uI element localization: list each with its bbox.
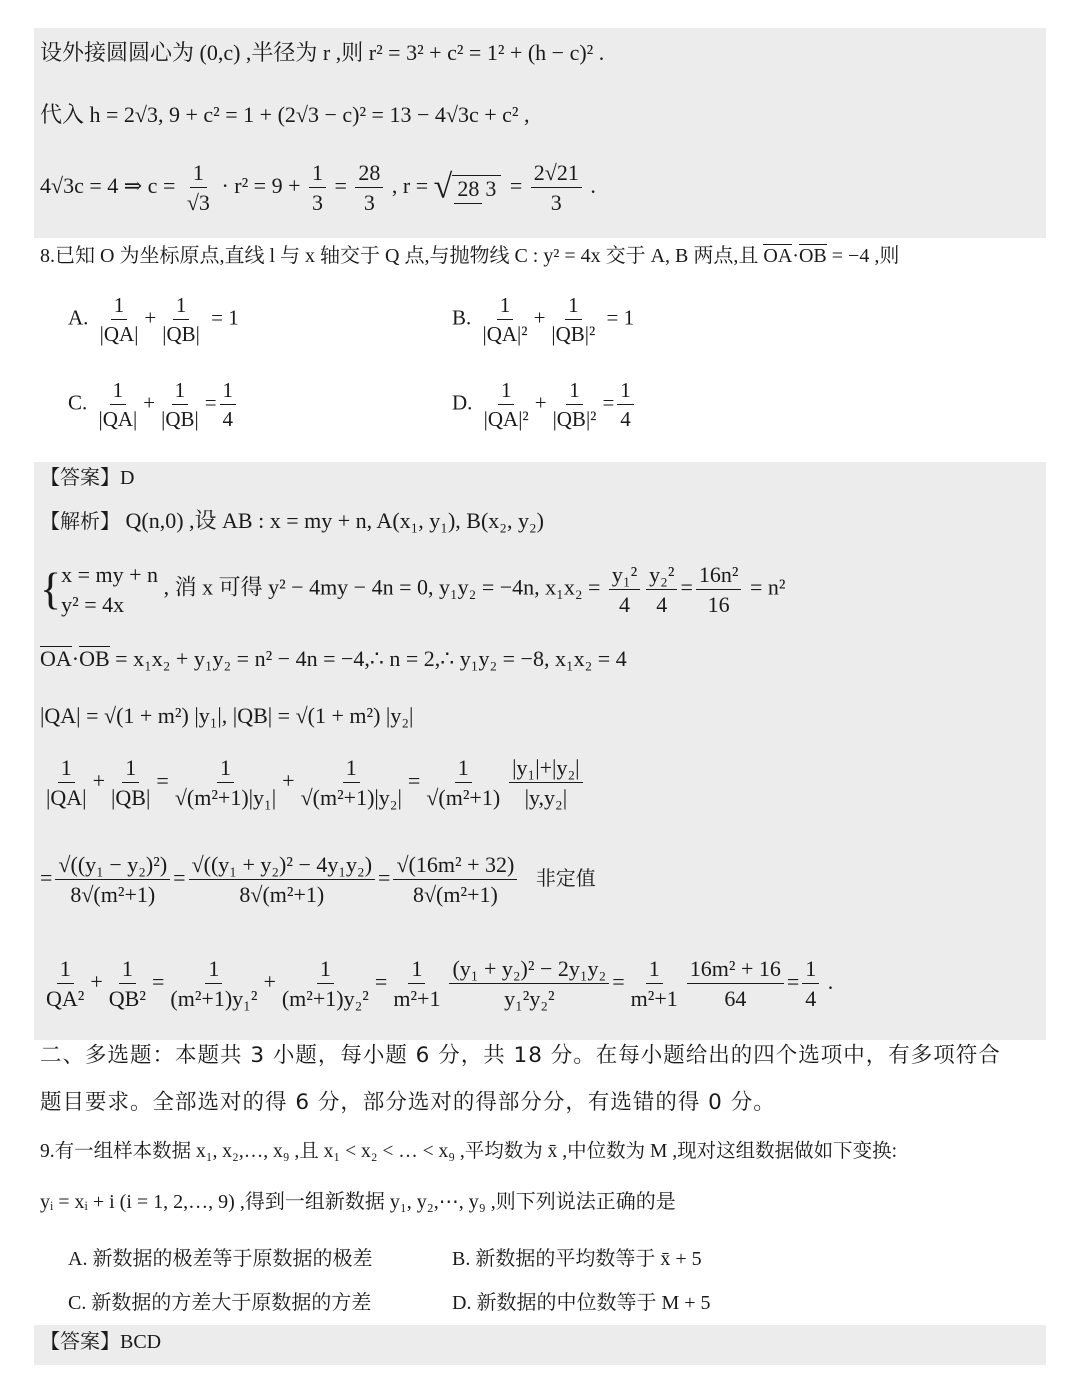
frac-den: |QB|	[111, 785, 151, 811]
equals: =	[156, 767, 169, 793]
plus: +	[282, 767, 295, 793]
frac-num: 1	[646, 956, 663, 984]
frac-den: |QA|²	[482, 322, 528, 347]
fraction	[609, 562, 640, 618]
frac-num: 16n²	[696, 562, 742, 590]
q8-analysis-2	[40, 560, 1050, 619]
frac-den: |QB|²	[551, 322, 596, 347]
equals: =	[40, 864, 53, 890]
system-line: y² = 4x	[61, 591, 125, 617]
top-solution-line3	[40, 160, 1050, 216]
option-label: A.	[68, 305, 89, 330]
q8-analysis-5	[40, 755, 1050, 811]
frac-den: 4	[619, 592, 631, 618]
frac-den: QB²	[108, 986, 146, 1012]
frac-den: 3	[485, 175, 497, 201]
frac-den: 64	[724, 986, 747, 1012]
analysis-label: 【解析】	[40, 511, 120, 533]
frac-den: QA²	[46, 986, 85, 1012]
fraction	[309, 160, 326, 216]
section2-line2: 题目要求。全部选对的得 6 分，部分选对的得部分分，有选错的得 0 分。	[40, 1090, 776, 1115]
line3-prefix: 4√3c = 4 ⇒ c =	[40, 172, 176, 198]
equals: =	[680, 574, 693, 600]
frac-num: (y₁ + y₂)² − 2y₁y₂	[449, 956, 609, 984]
system-line: x = my + n	[61, 562, 159, 587]
frac-den: |QB|	[162, 322, 200, 347]
q9-option-c: C. 新数据的方差大于原数据的方差	[68, 1292, 372, 1314]
frac-den: 16	[707, 592, 730, 618]
fraction	[531, 160, 582, 216]
fraction	[390, 956, 443, 1012]
q9-option-b: B. 新数据的平均数等于 x̄ + 5	[452, 1248, 702, 1270]
frac-den: |QA|	[46, 785, 87, 811]
frac-num: |y₁|+|y₂|	[509, 755, 582, 783]
q8-analysis-3	[40, 646, 1050, 672]
fraction	[355, 160, 383, 216]
fraction	[802, 956, 819, 1012]
q8-stem-text: 8.已知 O 为坐标原点,直线 l 与 x 轴交于 Q 点,与抛物线 C : y² = 4x 交于 A, B 两点,且	[40, 245, 764, 267]
q8-analysis-1	[40, 508, 1050, 534]
fraction	[548, 293, 598, 346]
frac-num: y₂²	[646, 562, 677, 590]
q8-answer: 【答案】D	[40, 467, 135, 489]
fraction	[158, 378, 202, 431]
frac-num: 1	[205, 956, 222, 984]
vector-ob: OB	[79, 646, 110, 671]
top-solution-line2: 代入 h = 2√3, 9 + c² = 1 + (2√3 − c)² = 13 − 4√3c + c² ,	[40, 102, 530, 127]
frac-num: 1	[455, 755, 472, 783]
frac-den: 3	[550, 190, 562, 216]
left-brace: {	[40, 564, 62, 614]
analysis-text: = x₁x₂ + y₁y₂ = n² − 4n = −4,∴ n = 2,∴ y₁y₂ = −8, x₁x₂ = 4	[115, 646, 627, 671]
r-eq: , r =	[391, 172, 429, 198]
equals: =	[204, 390, 217, 415]
equals: =	[612, 968, 625, 994]
frac-den: √(m²+1)|y₂|	[300, 785, 402, 811]
frac-den: √3	[186, 190, 210, 216]
frac-num: √((y₁ − y₂)²)	[55, 852, 170, 880]
frac-den: 8√(m²+1)	[412, 882, 498, 908]
equals: =	[374, 968, 388, 994]
fraction	[184, 160, 213, 216]
frac-num: 1	[566, 378, 583, 405]
period: .	[590, 172, 596, 198]
equals: =	[786, 968, 800, 994]
q9-stem-1: 9.有一组样本数据 x₁, x₂,…, x₉ ,且 x₁ < x₂ < … < x₉ ,平均数为 x̄ ,中位数为 M ,现对这组数据做如下变换:	[40, 1141, 898, 1162]
frac-num: 1	[217, 755, 234, 783]
vector-oa: OA	[40, 646, 72, 671]
q8-analysis-4: |QA| = √(1 + m²) |y₁|, |QB| = √(1 + m²) |y₂|	[40, 703, 414, 728]
frac-den: 4	[222, 407, 234, 432]
period: .	[827, 968, 834, 994]
fraction	[167, 956, 260, 1012]
plus: +	[143, 390, 156, 415]
frac-num: 28	[454, 176, 482, 204]
frac-num: 1	[119, 956, 136, 984]
frac-num: 1	[173, 293, 190, 320]
frac-den: 8√(m²+1)	[239, 882, 325, 908]
q8-option-d	[452, 378, 637, 431]
option-label: D.	[452, 390, 473, 415]
frac-den: 4	[805, 986, 817, 1012]
plus: +	[92, 767, 106, 793]
frac-num: 2√21	[531, 160, 582, 188]
fraction	[509, 755, 582, 811]
frac-den: 3	[363, 190, 375, 216]
top-solution-line1: 设外接圆圆心为 (0,c) ,半径为 r ,则 r² = 3² + c² = 1² + (h − c)² .	[40, 40, 605, 65]
fraction	[97, 293, 142, 346]
fraction	[696, 562, 742, 618]
analysis-text: = n²	[749, 574, 786, 600]
equals: =	[602, 390, 615, 415]
option-label: C.	[68, 390, 88, 415]
q8-option-a	[68, 293, 239, 346]
frac-den: 3	[312, 190, 323, 216]
q8-stem	[40, 244, 1050, 268]
equation-system	[61, 560, 158, 619]
fraction	[220, 378, 237, 431]
fraction	[449, 956, 609, 1012]
section2-line1: 二、多选题：本题共 3 小题，每小题 6 分，共 18 分。在每小题给出的四个选项中，有多项符合	[40, 1043, 1001, 1068]
sqrt-fraction	[452, 175, 501, 201]
fraction	[159, 293, 203, 346]
frac-den: |QB|²	[552, 407, 597, 432]
plus: +	[144, 305, 157, 330]
fraction	[172, 755, 279, 811]
plus: +	[263, 968, 276, 994]
q8-analysis-6	[40, 852, 1050, 908]
equals: =	[173, 864, 186, 890]
fraction	[481, 378, 532, 431]
frac-den: √(m²+1)	[426, 785, 501, 811]
frac-num: √(16m² + 32)	[393, 852, 517, 880]
plus: +	[90, 968, 103, 994]
frac-num: 1	[58, 755, 75, 783]
frac-den: |QA|²	[483, 407, 529, 432]
plus: +	[534, 390, 547, 415]
q8-option-b	[452, 293, 634, 346]
frac-num: √((y₁ + y₂)² − 4y₁y₂)	[189, 852, 375, 880]
q8-stem-end: = −4 ,则	[831, 245, 900, 267]
frac-num: 1	[220, 378, 237, 405]
frac-den: y₁²y₂²	[504, 986, 555, 1012]
q8-option-c	[68, 378, 239, 431]
frac-den: 4	[620, 407, 631, 432]
frac-num: 1	[172, 378, 189, 405]
dot: ·	[792, 245, 799, 267]
frac-num: 1	[565, 293, 582, 320]
rhs: = 1	[606, 305, 635, 330]
analysis-text: , 消 x 可得 y² − 4my − 4n = 0, y₁y₂ = −4n, x₁x₂ =	[163, 574, 601, 600]
frac-den: (m²+1)y₁²	[170, 986, 258, 1012]
q8-analysis-7	[40, 956, 1050, 1012]
frac-den: |QA|	[98, 407, 138, 432]
frac-num: 1	[317, 956, 334, 984]
rhs: = 1	[211, 305, 239, 330]
frac-num: 1	[497, 293, 514, 320]
frac-num: 1	[111, 293, 128, 320]
sqrt-sign: √	[433, 168, 453, 206]
frac-den: 4	[656, 592, 668, 618]
frac-num: 1	[190, 160, 207, 188]
fraction	[646, 562, 677, 618]
fraction	[550, 378, 600, 431]
fraction	[189, 852, 375, 908]
fraction	[423, 755, 503, 811]
fraction	[43, 956, 87, 1012]
frac-num: 28	[355, 160, 383, 188]
fraction	[96, 378, 141, 431]
option-label: B.	[452, 305, 472, 330]
fraction	[55, 852, 170, 908]
analysis-text: Q(n,0) ,设 AB : x = my + n, A(x₁, y₁), B(x₂, y₂)	[125, 508, 544, 533]
frac-den: 8√(m²+1)	[70, 882, 156, 908]
frac-den: √(m²+1)|y₁|	[174, 785, 277, 811]
frac-den: m²+1	[630, 986, 678, 1012]
frac-num: 1	[408, 956, 425, 984]
frac-den: (m²+1)y₂²	[281, 986, 369, 1012]
vector-ob: OB	[798, 245, 827, 267]
plus: +	[533, 305, 546, 330]
frac-num: 1	[122, 755, 139, 783]
fraction	[279, 956, 372, 1012]
equals: =	[509, 172, 523, 198]
frac-num: y₁²	[609, 562, 640, 590]
fraction	[687, 956, 784, 1012]
frac-num: 1	[309, 160, 326, 188]
fraction	[617, 378, 634, 431]
fraction	[43, 755, 90, 811]
frac-den: |QB|	[161, 407, 199, 432]
frac-num: 1	[343, 755, 360, 783]
frac-num: 1	[498, 378, 515, 405]
vector-oa: OA	[763, 245, 793, 267]
equals: =	[378, 864, 391, 890]
equals: =	[151, 968, 165, 994]
q9-option-a: A. 新数据的极差等于原数据的极差	[68, 1248, 373, 1270]
frac-num: 1	[617, 378, 634, 405]
line3-mid: · r² = 9 +	[221, 172, 301, 198]
q9-answer: 【答案】BCD	[40, 1331, 162, 1353]
fraction	[480, 293, 531, 346]
solution-block-q8	[34, 462, 1046, 1040]
frac-num: 1	[110, 378, 127, 405]
frac-den: |QA|	[99, 322, 139, 347]
fraction	[106, 956, 149, 1012]
frac-num: 1	[57, 956, 74, 984]
frac-num: 16m² + 16	[687, 956, 784, 984]
frac-den: |y,y₂|	[524, 785, 568, 811]
dot: ·	[71, 646, 80, 671]
frac-den: m²+1	[393, 986, 441, 1012]
equals: =	[407, 767, 421, 793]
note-not-constant: 非定值	[535, 867, 596, 890]
q9-option-d: D. 新数据的中位数等于 M + 5	[452, 1292, 711, 1314]
fraction	[108, 755, 153, 811]
fraction	[393, 852, 517, 908]
equals: =	[334, 172, 347, 198]
fraction	[628, 956, 681, 1012]
fraction	[298, 755, 405, 811]
frac-num: 1	[802, 956, 819, 984]
q9-stem-2: yᵢ = xᵢ + i (i = 1, 2,…, 9) ,得到一组新数据 y₁, y₂,⋯, y₉ ,则下列说法正确的是	[40, 1191, 676, 1213]
